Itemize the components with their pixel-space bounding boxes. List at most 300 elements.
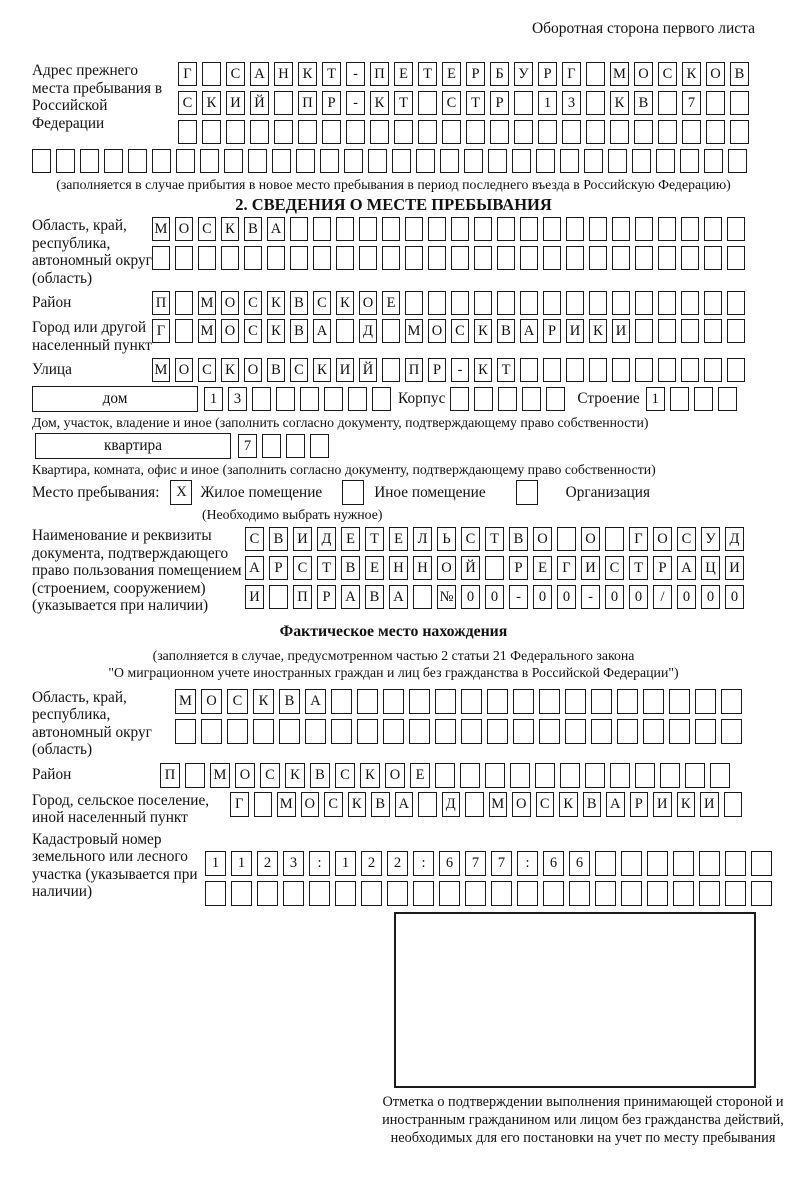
form-cell[interactable] xyxy=(442,120,461,144)
form-cell[interactable] xyxy=(244,246,262,270)
form-cell[interactable]: В xyxy=(509,527,528,551)
form-cell[interactable]: И xyxy=(700,792,719,817)
fact-oblast-row-1[interactable] xyxy=(175,689,742,714)
form-cell[interactable] xyxy=(543,291,561,315)
form-cell[interactable] xyxy=(718,387,737,411)
form-cell[interactable]: В xyxy=(267,358,285,382)
form-cell[interactable]: О xyxy=(437,556,456,580)
form-cell[interactable]: 1 xyxy=(231,851,252,876)
form-cell[interactable] xyxy=(566,358,584,382)
form-cell[interactable] xyxy=(279,719,300,744)
form-cell[interactable]: П xyxy=(370,62,389,86)
form-cell[interactable]: С xyxy=(293,556,312,580)
form-cell[interactable]: С xyxy=(198,217,216,241)
form-cell[interactable]: С xyxy=(226,62,245,86)
form-cell[interactable]: Р xyxy=(269,556,288,580)
form-cell[interactable] xyxy=(428,246,446,270)
form-cell[interactable]: И xyxy=(566,319,584,343)
form-cell[interactable] xyxy=(589,246,607,270)
form-cell[interactable]: Г xyxy=(629,527,648,551)
form-cell[interactable] xyxy=(313,246,331,270)
form-cell[interactable] xyxy=(382,319,400,343)
form-cell[interactable]: П xyxy=(298,91,317,115)
form-cell[interactable] xyxy=(658,91,677,115)
checkbox-zhiloe[interactable]: X xyxy=(170,480,192,505)
form-cell[interactable] xyxy=(565,719,586,744)
form-cell[interactable] xyxy=(725,881,746,906)
form-cell[interactable]: А xyxy=(606,792,625,817)
form-cell[interactable]: К xyxy=(221,217,239,241)
form-cell[interactable] xyxy=(751,851,772,876)
prev-address-row-3[interactable] xyxy=(178,120,749,144)
form-cell[interactable] xyxy=(658,246,676,270)
form-cell[interactable] xyxy=(658,319,676,343)
form-cell[interactable] xyxy=(635,291,653,315)
form-cell[interactable] xyxy=(440,149,459,173)
form-cell[interactable] xyxy=(290,246,308,270)
form-cell[interactable] xyxy=(491,881,512,906)
form-cell[interactable]: В xyxy=(269,527,288,551)
form-cell[interactable] xyxy=(485,763,505,788)
form-cell[interactable]: Р xyxy=(490,91,509,115)
form-cell[interactable]: А xyxy=(395,792,414,817)
form-cell[interactable] xyxy=(336,217,354,241)
form-cell[interactable] xyxy=(460,763,480,788)
form-cell[interactable] xyxy=(539,719,560,744)
fact-oblast-row-2[interactable] xyxy=(175,719,742,744)
form-cell[interactable]: К xyxy=(202,91,221,115)
form-cell[interactable]: 3 xyxy=(228,387,247,411)
form-cell[interactable] xyxy=(418,792,437,817)
form-cell[interactable] xyxy=(474,291,492,315)
form-cell[interactable]: С xyxy=(677,527,696,551)
form-cell[interactable] xyxy=(409,719,430,744)
form-cell[interactable] xyxy=(635,246,653,270)
form-cell[interactable] xyxy=(451,217,469,241)
form-cell[interactable]: С xyxy=(461,527,480,551)
form-cell[interactable]: 0 xyxy=(701,585,720,609)
form-cell[interactable]: А xyxy=(677,556,696,580)
form-cell[interactable] xyxy=(487,719,508,744)
raion-row[interactable] xyxy=(152,291,745,315)
form-cell[interactable] xyxy=(465,881,486,906)
form-cell[interactable] xyxy=(357,719,378,744)
form-cell[interactable] xyxy=(586,91,605,115)
form-cell[interactable]: С xyxy=(244,319,262,343)
form-cell[interactable]: Г xyxy=(178,62,197,86)
form-cell[interactable]: 6 xyxy=(439,851,460,876)
form-cell[interactable] xyxy=(252,387,271,411)
form-cell[interactable] xyxy=(727,358,745,382)
form-cell[interactable] xyxy=(520,217,538,241)
form-cell[interactable]: П xyxy=(405,358,423,382)
form-cell[interactable] xyxy=(290,217,308,241)
form-cell[interactable]: Р xyxy=(653,556,672,580)
form-cell[interactable] xyxy=(383,689,404,714)
form-cell[interactable]: Г xyxy=(152,319,170,343)
form-cell[interactable]: А xyxy=(250,62,269,86)
form-cell[interactable] xyxy=(344,149,363,173)
prev-address-row-4[interactable] xyxy=(32,149,755,173)
form-cell[interactable] xyxy=(498,387,517,411)
form-cell[interactable] xyxy=(635,217,653,241)
form-cell[interactable]: Е xyxy=(442,62,461,86)
form-cell[interactable] xyxy=(56,149,75,173)
form-cell[interactable] xyxy=(721,689,742,714)
document-row-2[interactable] xyxy=(245,556,744,580)
form-cell[interactable] xyxy=(250,120,269,144)
form-cell[interactable] xyxy=(706,120,725,144)
form-cell[interactable]: И xyxy=(336,358,354,382)
oblast-row-1[interactable] xyxy=(152,217,745,241)
form-cell[interactable] xyxy=(202,120,221,144)
form-cell[interactable] xyxy=(224,149,243,173)
form-cell[interactable] xyxy=(267,246,285,270)
form-cell[interactable]: Ь xyxy=(437,527,456,551)
form-cell[interactable] xyxy=(32,149,51,173)
form-cell[interactable] xyxy=(704,319,722,343)
form-cell[interactable] xyxy=(175,246,193,270)
checkbox-organizatsiya[interactable] xyxy=(516,480,538,505)
document-row-1[interactable] xyxy=(245,527,744,551)
form-cell[interactable]: Р xyxy=(428,358,446,382)
form-cell[interactable] xyxy=(682,120,701,144)
form-cell[interactable]: Т xyxy=(394,91,413,115)
form-cell[interactable]: 0 xyxy=(629,585,648,609)
form-cell[interactable]: О xyxy=(706,62,725,86)
form-cell[interactable] xyxy=(681,217,699,241)
form-cell[interactable]: Р xyxy=(538,62,557,86)
form-cell[interactable] xyxy=(538,120,557,144)
form-cell[interactable] xyxy=(359,217,377,241)
form-cell[interactable] xyxy=(566,217,584,241)
form-cell[interactable]: П xyxy=(293,585,312,609)
form-cell[interactable]: - xyxy=(451,358,469,382)
form-cell[interactable] xyxy=(565,689,586,714)
form-cell[interactable] xyxy=(591,719,612,744)
form-cell[interactable] xyxy=(296,149,315,173)
form-cell[interactable] xyxy=(382,246,400,270)
fact-raion-row[interactable] xyxy=(160,763,730,788)
form-cell[interactable]: 7 xyxy=(491,851,512,876)
form-cell[interactable] xyxy=(591,689,612,714)
form-cell[interactable] xyxy=(313,217,331,241)
form-cell[interactable] xyxy=(175,719,196,744)
form-cell[interactable]: О xyxy=(301,792,320,817)
form-cell[interactable] xyxy=(336,319,354,343)
form-cell[interactable] xyxy=(520,291,538,315)
form-cell[interactable] xyxy=(331,719,352,744)
form-cell[interactable]: Т xyxy=(418,62,437,86)
form-cell[interactable] xyxy=(730,91,749,115)
form-cell[interactable]: Е xyxy=(341,527,360,551)
form-cell[interactable] xyxy=(461,689,482,714)
form-cell[interactable] xyxy=(522,387,541,411)
form-cell[interactable] xyxy=(595,851,616,876)
form-cell[interactable]: Н xyxy=(413,556,432,580)
form-cell[interactable] xyxy=(466,120,485,144)
form-cell[interactable]: 2 xyxy=(387,851,408,876)
form-cell[interactable] xyxy=(272,149,291,173)
form-cell[interactable]: Ц xyxy=(701,556,720,580)
form-cell[interactable]: С xyxy=(178,91,197,115)
form-cell[interactable]: 7 xyxy=(682,91,701,115)
form-cell[interactable]: У xyxy=(701,527,720,551)
form-cell[interactable] xyxy=(520,246,538,270)
form-cell[interactable]: О xyxy=(244,358,262,382)
form-cell[interactable]: 7 xyxy=(465,851,486,876)
form-cell[interactable]: М xyxy=(489,792,508,817)
form-cell[interactable] xyxy=(461,719,482,744)
form-cell[interactable]: О xyxy=(175,217,193,241)
form-cell[interactable]: В xyxy=(310,763,330,788)
form-cell[interactable]: 2 xyxy=(257,851,278,876)
form-cell[interactable]: М xyxy=(198,319,216,343)
form-cell[interactable]: Г xyxy=(562,62,581,86)
form-cell[interactable]: М xyxy=(405,319,423,343)
form-cell[interactable] xyxy=(560,763,580,788)
form-cell[interactable]: К xyxy=(313,358,331,382)
form-cell[interactable] xyxy=(710,763,730,788)
form-cell[interactable] xyxy=(699,851,720,876)
form-cell[interactable] xyxy=(175,319,193,343)
form-cell[interactable] xyxy=(727,217,745,241)
form-cell[interactable] xyxy=(474,246,492,270)
form-cell[interactable]: М xyxy=(175,689,196,714)
form-cell[interactable] xyxy=(283,881,304,906)
form-cell[interactable]: К xyxy=(298,62,317,86)
form-cell[interactable] xyxy=(405,291,423,315)
form-cell[interactable] xyxy=(487,689,508,714)
form-cell[interactable]: О xyxy=(201,689,222,714)
form-cell[interactable]: Д xyxy=(317,527,336,551)
form-cell[interactable] xyxy=(512,149,531,173)
form-cell[interactable]: Р xyxy=(317,585,336,609)
form-cell[interactable]: Н xyxy=(274,62,293,86)
form-cell[interactable] xyxy=(497,291,515,315)
form-cell[interactable] xyxy=(370,120,389,144)
form-cell[interactable]: С xyxy=(335,763,355,788)
form-cell[interactable]: Й xyxy=(250,91,269,115)
form-cell[interactable] xyxy=(490,120,509,144)
form-cell[interactable] xyxy=(520,358,538,382)
form-cell[interactable] xyxy=(269,585,288,609)
form-cell[interactable]: Е xyxy=(382,291,400,315)
form-cell[interactable] xyxy=(727,291,745,315)
form-cell[interactable] xyxy=(589,358,607,382)
form-cell[interactable]: Е xyxy=(389,527,408,551)
form-cell[interactable] xyxy=(586,120,605,144)
form-cell[interactable]: В xyxy=(634,91,653,115)
form-cell[interactable]: С xyxy=(244,291,262,315)
form-cell[interactable] xyxy=(612,358,630,382)
form-cell[interactable] xyxy=(535,763,555,788)
form-cell[interactable]: Т xyxy=(322,62,341,86)
form-cell[interactable]: Р xyxy=(630,792,649,817)
form-cell[interactable] xyxy=(348,387,367,411)
form-cell[interactable] xyxy=(670,387,689,411)
form-cell[interactable]: М xyxy=(152,358,170,382)
form-cell[interactable]: Е xyxy=(533,556,552,580)
form-cell[interactable] xyxy=(382,217,400,241)
form-cell[interactable] xyxy=(335,881,356,906)
form-cell[interactable] xyxy=(176,149,195,173)
form-cell[interactable]: У xyxy=(514,62,533,86)
form-cell[interactable]: С xyxy=(442,91,461,115)
form-cell[interactable] xyxy=(474,387,493,411)
form-cell[interactable] xyxy=(435,719,456,744)
form-cell[interactable]: Р xyxy=(509,556,528,580)
form-cell[interactable] xyxy=(383,719,404,744)
form-cell[interactable] xyxy=(546,387,565,411)
form-cell[interactable] xyxy=(517,881,538,906)
form-cell[interactable]: / xyxy=(653,585,672,609)
form-cell[interactable]: И xyxy=(245,585,264,609)
form-cell[interactable]: К xyxy=(474,319,492,343)
form-cell[interactable] xyxy=(152,246,170,270)
form-cell[interactable]: О xyxy=(221,291,239,315)
form-cell[interactable] xyxy=(310,434,329,458)
form-cell[interactable] xyxy=(612,246,630,270)
form-cell[interactable]: К xyxy=(682,62,701,86)
form-cell[interactable] xyxy=(543,358,561,382)
form-cell[interactable]: К xyxy=(285,763,305,788)
form-cell[interactable]: О xyxy=(235,763,255,788)
form-cell[interactable]: 0 xyxy=(485,585,504,609)
form-cell[interactable] xyxy=(605,527,624,551)
form-cell[interactable]: 1 xyxy=(205,851,226,876)
form-cell[interactable] xyxy=(566,291,584,315)
form-cell[interactable]: А xyxy=(305,689,326,714)
form-cell[interactable]: 7 xyxy=(238,434,257,458)
form-cell[interactable] xyxy=(488,149,507,173)
form-cell[interactable] xyxy=(320,149,339,173)
prev-address-row-1[interactable] xyxy=(178,62,749,86)
form-cell[interactable] xyxy=(658,358,676,382)
form-cell[interactable] xyxy=(510,763,530,788)
form-cell[interactable] xyxy=(673,881,694,906)
form-cell[interactable] xyxy=(298,120,317,144)
form-cell[interactable]: Д xyxy=(725,527,744,551)
form-cell[interactable]: С xyxy=(260,763,280,788)
form-cell[interactable] xyxy=(361,881,382,906)
form-cell[interactable]: А xyxy=(389,585,408,609)
form-cell[interactable] xyxy=(536,149,555,173)
form-cell[interactable] xyxy=(612,291,630,315)
form-cell[interactable] xyxy=(262,434,281,458)
oblast-row-2[interactable] xyxy=(152,246,745,270)
form-cell[interactable]: К xyxy=(348,792,367,817)
form-cell[interactable] xyxy=(152,149,171,173)
form-cell[interactable] xyxy=(669,719,690,744)
form-cell[interactable] xyxy=(413,585,432,609)
form-cell[interactable]: И xyxy=(226,91,245,115)
form-cell[interactable]: А xyxy=(245,556,264,580)
form-cell[interactable]: - xyxy=(581,585,600,609)
kadastr-row-1[interactable] xyxy=(205,851,772,876)
form-cell[interactable] xyxy=(585,763,605,788)
form-cell[interactable] xyxy=(681,291,699,315)
form-cell[interactable]: 1 xyxy=(538,91,557,115)
form-cell[interactable]: 0 xyxy=(725,585,744,609)
form-cell[interactable]: К xyxy=(360,763,380,788)
form-cell[interactable] xyxy=(656,149,675,173)
form-cell[interactable]: С xyxy=(227,689,248,714)
form-cell[interactable] xyxy=(586,62,605,86)
form-cell[interactable] xyxy=(322,120,341,144)
form-cell[interactable] xyxy=(248,149,267,173)
form-cell[interactable]: Т xyxy=(497,358,515,382)
form-cell[interactable] xyxy=(418,91,437,115)
form-cell[interactable]: К xyxy=(589,319,607,343)
form-cell[interactable]: О xyxy=(359,291,377,315)
form-cell[interactable]: : xyxy=(517,851,538,876)
form-cell[interactable]: О xyxy=(512,792,531,817)
form-cell[interactable] xyxy=(274,120,293,144)
form-cell[interactable]: Т xyxy=(466,91,485,115)
form-cell[interactable]: 0 xyxy=(461,585,480,609)
form-cell[interactable] xyxy=(418,120,437,144)
form-cell[interactable] xyxy=(632,149,651,173)
form-cell[interactable] xyxy=(584,149,603,173)
form-cell[interactable]: О xyxy=(653,527,672,551)
form-cell[interactable]: Р xyxy=(322,91,341,115)
form-cell[interactable]: С xyxy=(290,358,308,382)
form-cell[interactable] xyxy=(610,120,629,144)
form-cell[interactable] xyxy=(80,149,99,173)
form-cell[interactable]: Е xyxy=(394,62,413,86)
form-cell[interactable]: О xyxy=(533,527,552,551)
form-cell[interactable]: М xyxy=(210,763,230,788)
stroenie-cells[interactable] xyxy=(646,387,737,411)
form-cell[interactable] xyxy=(128,149,147,173)
form-cell[interactable] xyxy=(336,246,354,270)
form-cell[interactable]: Г xyxy=(230,792,249,817)
form-cell[interactable] xyxy=(465,792,484,817)
form-cell[interactable] xyxy=(485,556,504,580)
form-cell[interactable]: И xyxy=(612,319,630,343)
form-cell[interactable] xyxy=(704,217,722,241)
form-cell[interactable] xyxy=(681,358,699,382)
form-cell[interactable]: К xyxy=(221,358,239,382)
form-cell[interactable] xyxy=(227,719,248,744)
form-cell[interactable] xyxy=(704,291,722,315)
form-cell[interactable] xyxy=(543,881,564,906)
form-cell[interactable]: С xyxy=(536,792,555,817)
form-cell[interactable] xyxy=(704,246,722,270)
form-cell[interactable] xyxy=(725,851,746,876)
gorod-row[interactable] xyxy=(152,319,745,343)
form-cell[interactable] xyxy=(673,851,694,876)
form-cell[interactable] xyxy=(635,763,655,788)
form-cell[interactable]: 6 xyxy=(569,851,590,876)
form-cell[interactable] xyxy=(286,434,305,458)
form-cell[interactable] xyxy=(617,689,638,714)
form-cell[interactable] xyxy=(309,881,330,906)
checkbox-inoe[interactable] xyxy=(342,480,364,505)
form-cell[interactable] xyxy=(643,719,664,744)
dom-box[interactable]: дом xyxy=(32,386,198,412)
form-cell[interactable]: : xyxy=(413,851,434,876)
form-cell[interactable]: П xyxy=(160,763,180,788)
form-cell[interactable]: С xyxy=(198,358,216,382)
form-cell[interactable] xyxy=(185,763,205,788)
form-cell[interactable]: 6 xyxy=(543,851,564,876)
form-cell[interactable] xyxy=(562,120,581,144)
form-cell[interactable]: О xyxy=(175,358,193,382)
form-cell[interactable]: И xyxy=(725,556,744,580)
form-cell[interactable] xyxy=(274,91,293,115)
